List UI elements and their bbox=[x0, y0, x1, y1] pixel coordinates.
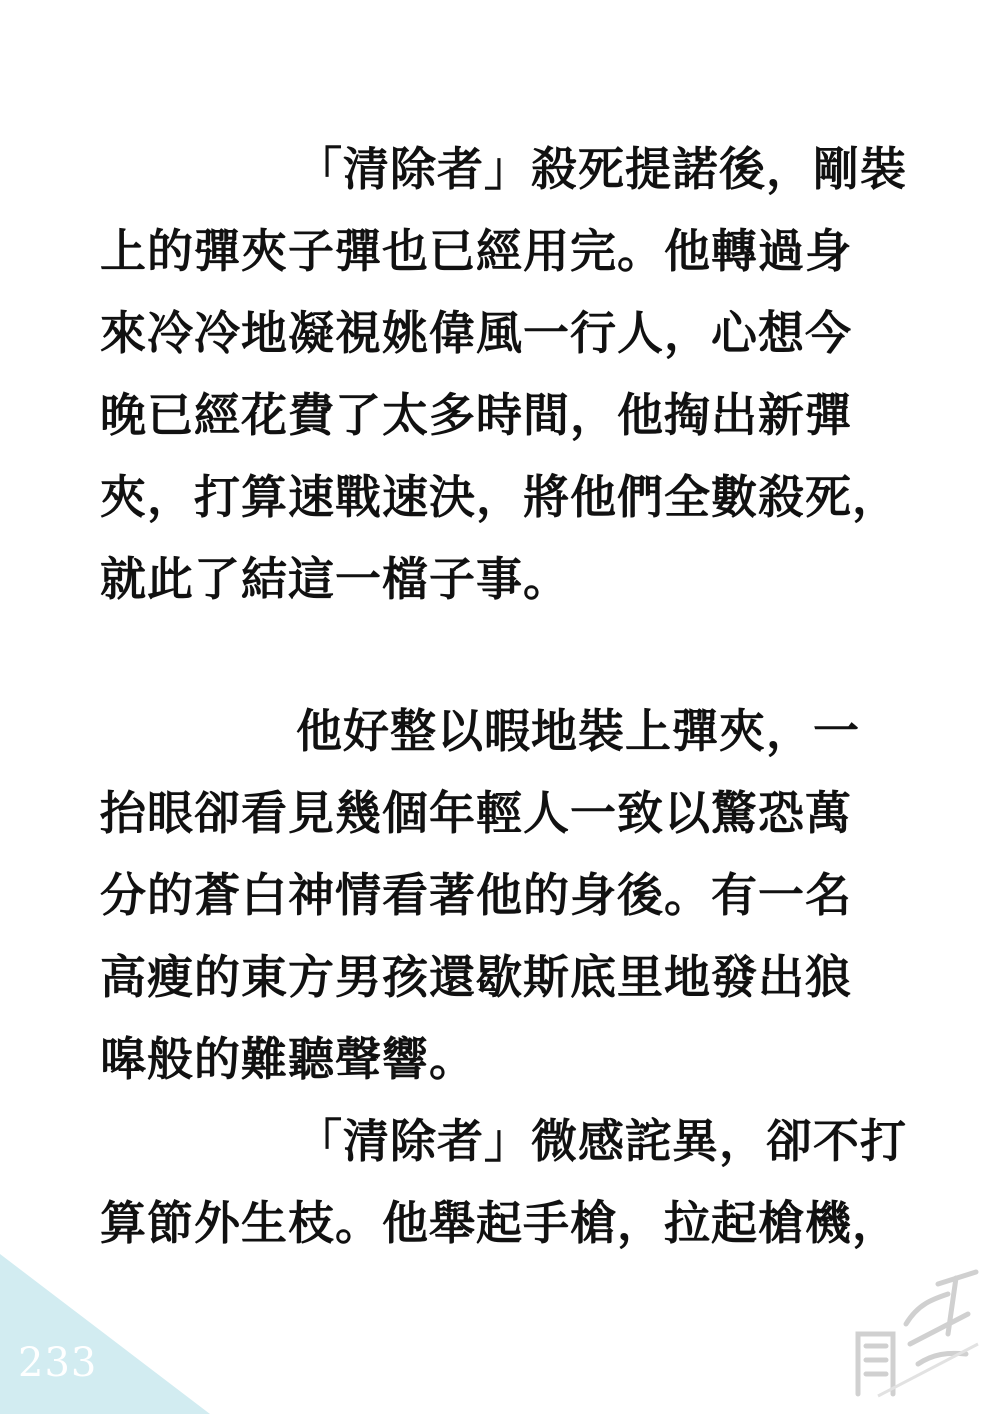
text-line: 他好整以暇地裝上彈夾，一 bbox=[296, 704, 860, 758]
page-number: 233 bbox=[18, 1340, 98, 1386]
text-line: 嗥般的難聽聲響。 bbox=[100, 1032, 476, 1086]
text-line: 算節外生枝。他舉起手槍，拉起槍機， bbox=[100, 1196, 899, 1250]
text-line: 「清除者」殺死提諾後，剛裝 bbox=[296, 142, 907, 196]
text-line: 分的蒼白神情看著他的身後。有一名 bbox=[100, 868, 852, 922]
text-line: 上的彈夾子彈也已經用完。他轉過身 bbox=[100, 224, 852, 278]
paragraph-2 bbox=[100, 690, 940, 1100]
text-line: 抬眼卻看見幾個年輕人一致以驚恐萬 bbox=[100, 786, 852, 840]
text-line: 來冷冷地凝視姚偉風一行人，心想今 bbox=[100, 306, 852, 360]
manben-watermark-icon bbox=[838, 1264, 988, 1404]
text-line: 高瘦的東方男孩還歇斯底里地發出狼 bbox=[100, 950, 852, 1004]
paragraph-3 bbox=[100, 1100, 940, 1264]
text-line: 晚已經花費了太多時間，他掏出新彈 bbox=[100, 388, 852, 442]
paragraph-1 bbox=[100, 128, 940, 620]
text-line: 就此了結這一檔子事。 bbox=[100, 552, 570, 606]
text-line: 「清除者」微感詫異，卻不打 bbox=[296, 1114, 907, 1168]
corner-decoration bbox=[0, 1254, 210, 1414]
text-line: 夾，打算速戰速決，將他們全數殺死， bbox=[100, 470, 899, 524]
